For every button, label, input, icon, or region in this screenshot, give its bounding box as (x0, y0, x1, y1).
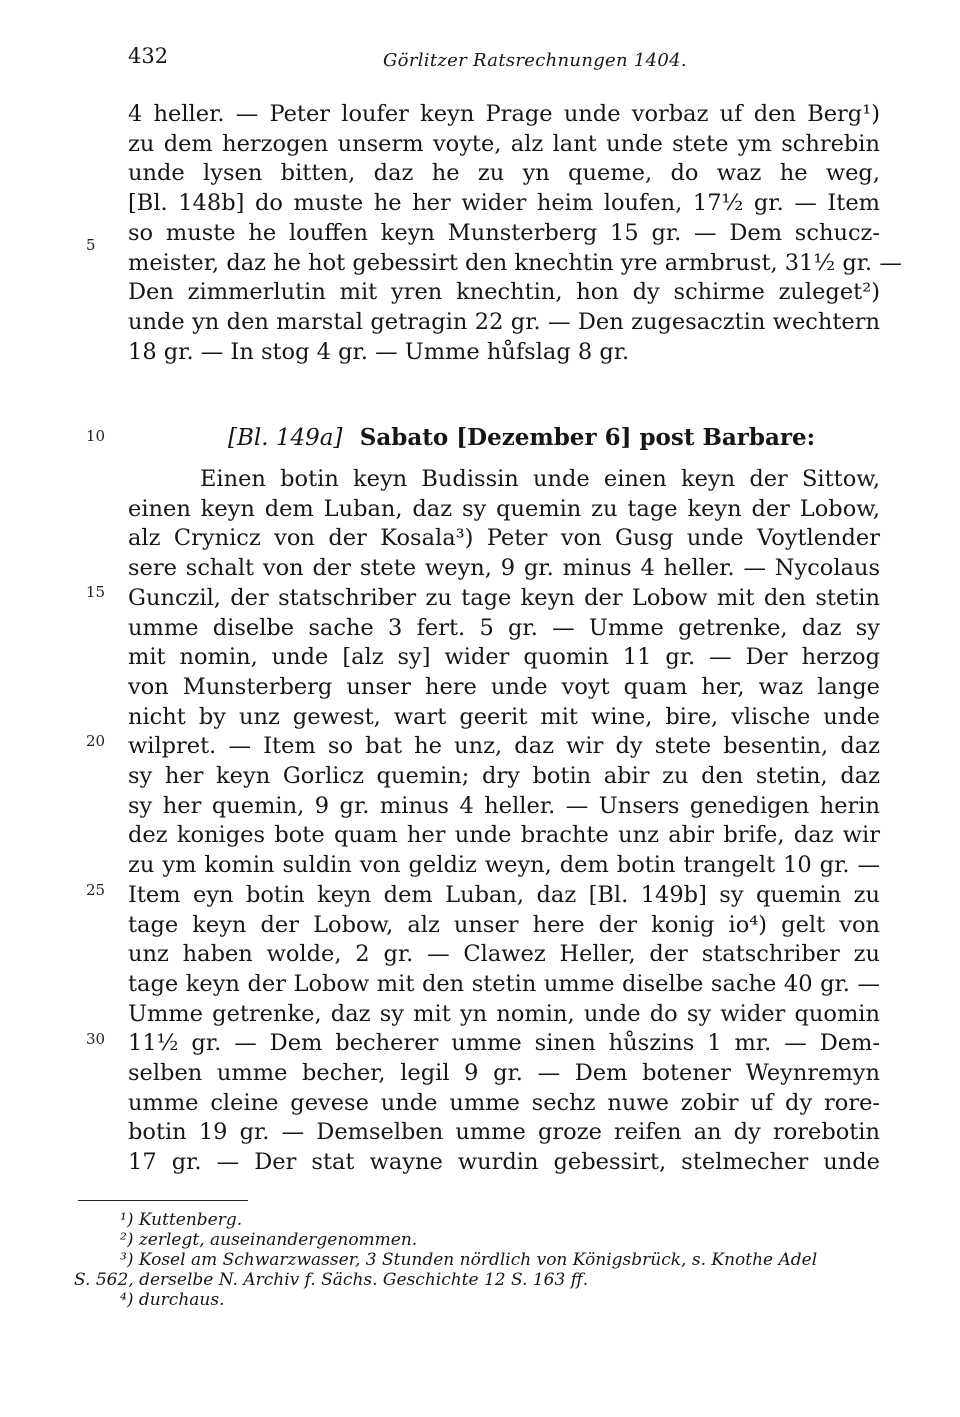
text-line: sere schalt von der stete weyn, 9 gr. minus 4 heller. — Nycolaus (128, 555, 880, 582)
text-line: Gunczil, der statschriber zu tage keyn der Lobow mit den stetin (128, 584, 880, 611)
text-line: Umme getrenke, daz sy mit yn nomin, unde do sy wider quomin (128, 1000, 880, 1027)
section-heading (228, 424, 815, 451)
text-line: unz haben wolde, 2 gr. — Clawez Heller, der statschriber zu (128, 941, 880, 968)
footnote: ²) zerlegt, auseinandergenommen. (120, 1230, 418, 1250)
text-line: unde lysen bitten, daz he zu yn queme, do waz he weg, (128, 160, 880, 187)
text-line: von Munsterberg unser here unde voyt quam her, waz lange (128, 673, 880, 700)
text-line: unde yn den marstal getragin 22 gr. — Den zugesacztin wechtern (128, 308, 880, 335)
text-line: dez koniges bote quam her unde brachte unz abir brife, daz wir (128, 822, 880, 849)
text-line: Einen botin keyn Budissin unde einen keyn der Sittow, (200, 466, 880, 492)
entry-paragraph-1 (128, 100, 902, 367)
text-line: botin 19 gr. — Demselben umme groze reifen an dy rorebotin (128, 1119, 880, 1146)
text-line: [Bl. 148b] do muste he her wider heim loufen, 17½ gr. — Item (128, 190, 880, 217)
line-number: 30 (86, 1030, 106, 1048)
footnote: ⁴) durchaus. (120, 1290, 225, 1310)
text-line: umme diselbe sache 3 fert. 5 gr. — Umme getrenke, daz sy (128, 614, 880, 641)
text-line: Item eyn botin keyn dem Luban, daz [Bl. 149b] sy quemin zu (128, 881, 880, 908)
footnotes (74, 1210, 880, 1310)
text-line: sy her quemin, 9 gr. minus 4 heller. — Unsers genedigen herin (128, 792, 880, 819)
text-line: zu ym komin suldin von geldiz weyn, dem botin trangelt 10 gr. — (128, 852, 880, 879)
footnote: ³) Kosel am Schwarzwasser, 3 Stunden nördlich von Königsbrück, s. Knothe Adel (120, 1250, 818, 1270)
text-line: sy her keyn Gorlicz quemin; dry botin abir zu den stetin, daz (128, 763, 880, 790)
section-title: Sabato [Dezember 6] post Barbare: (359, 424, 816, 451)
text-line: mit nomin, unde [alz sy] wider quomin 11 gr. — Der herzog (128, 644, 880, 671)
footnote: ¹) Kuttenberg. (120, 1210, 243, 1230)
text-line: selben umme becher, legil 9 gr. — Dem botener Weynremyn (128, 1060, 880, 1087)
text-line: einen keyn dem Luban, daz sy quemin zu tage keyn der Lobow, (128, 495, 880, 522)
text-line: so muste he louffen keyn Munsterberg 15 gr. — Dem schucz- (128, 219, 880, 246)
line-number: 25 (86, 881, 106, 899)
text-line: umme cleine gevese unde umme sechz nuwe zobir uf dy rore- (128, 1089, 880, 1116)
text-line: 18 gr. — In stog 4 gr. — Umme hůfslag 8 gr. (128, 338, 630, 365)
running-title: Görlitzer Ratsrechnungen 1404. (383, 50, 687, 71)
text-line: meister, daz he hot gebessirt den knechtin yre armbrust, 31½ gr. — (128, 249, 902, 276)
text-line: 11½ gr. — Dem becherer umme sinen hůszins 1 mr. — Dem- (128, 1030, 880, 1057)
text-line: Den zimmerlutin mit yren knechtin, hon dy schirme zuleget²) (128, 279, 880, 306)
text-line: zu dem herzogen unserm voyte, alz lant unde stete ym schrebin (128, 130, 880, 157)
line-number: 20 (86, 732, 106, 750)
text-line: tage keyn der Lobow mit den stetin umme diselbe sache 40 gr. — (128, 970, 880, 997)
folio-reference: [Bl. 149a] (228, 425, 343, 451)
entry-paragraph-2 (128, 465, 880, 1178)
footnote-divider (78, 1200, 248, 1201)
line-number: 15 (86, 583, 106, 601)
text-line: 17 gr. — Der stat wayne wurdin gebessirt, stelmecher unde (128, 1149, 880, 1176)
text-line: tage keyn der Lobow, alz unser here der konig io⁴) gelt von (128, 911, 880, 938)
page-number: 432 (128, 44, 169, 68)
text-line: 4 heller. — Peter loufer keyn Prage unde vorbaz uf den Berg¹) (128, 101, 880, 127)
text-line: alz Crynicz von der Kosala³) Peter von Gusg unde Voytlender (128, 525, 880, 552)
page-header (128, 44, 870, 84)
text-line: wilpret. — Item so bat he unz, daz wir dy stete besentin, daz (128, 733, 880, 760)
line-number: 5 (86, 236, 96, 254)
footnote-continuation: S. 562, derselbe N. Archiv f. Sächs. Geschichte 12 S. 163 ff. (74, 1270, 589, 1290)
line-number: 10 (86, 427, 106, 445)
text-line: nicht by unz gewest, wart geerit mit wine, bire, vlische unde (128, 703, 880, 730)
